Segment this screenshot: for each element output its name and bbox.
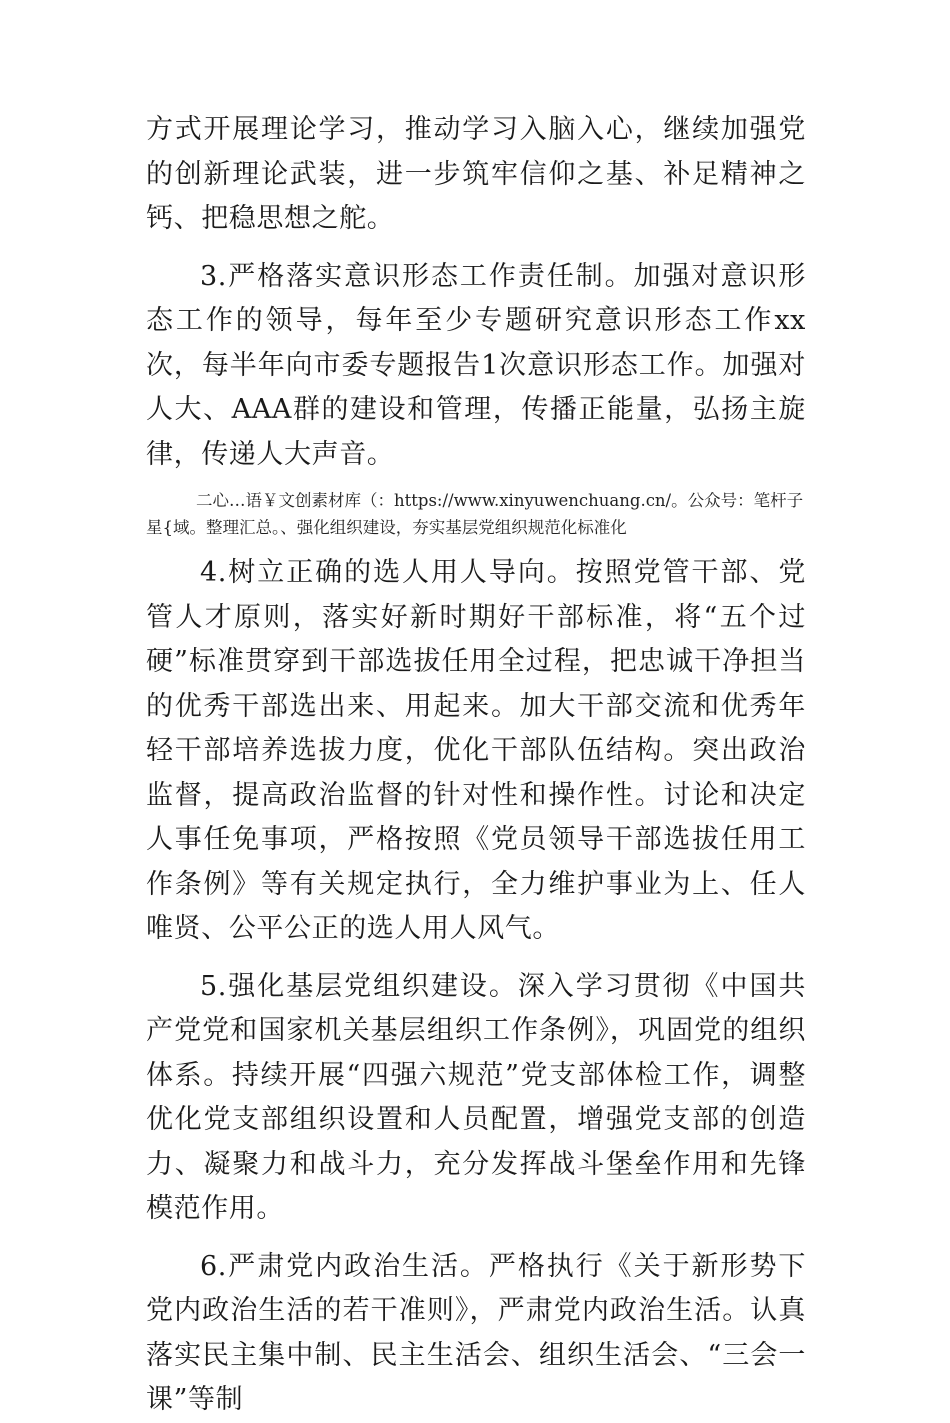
paragraph-item-4: 4.树立正确的选人用人导向。按照党管干部、党管人才原则，落实好新时期好干部标准，将“五个过硬”标准贯穿到干部选拔任用全过程，把忠诚干净担当的优秀干部选出来、用起来。加大干部交流和优秀年轻干部培养选拔力度，优化干部队伍结构。突出政治监督，提高政治监督的针对性和操作性。讨论和决定人事任免事项，严格按照《党员领导干部选拔任用工作条例》等有关规定执行，全力维护事业为上、任人唯贤、公平公正的选人用人风气。 [146, 557, 806, 944]
paragraph-continuation: 方式开展理论学习，推动学习入脑入心，继续加强党的创新理论武装，进一步筑牢信仰之基、补足精神之钙、把稳思想之舵。 [146, 114, 806, 234]
paragraph-item-6: 6.严肃党内政治生活。严格执行《关于新形势下党内政治生活的若干准则》，严肃党内政治生活。认真落实民主集中制、民主生活会、组织生活会、“三会一课”等制 [146, 1250, 806, 1415]
watermark-note: 二心…语￥文创素材库（：https://www.xinyuwenchuang.cn/。公众号：笔杆子星{域。整理汇总。、强化组织建设，夯实基层党组织规范化标准化 [146, 491, 804, 537]
paragraph-item-5: 5.强化基层党组织建设。深入学习贯彻《中国共产党党和国家机关基层组织工作条例》，巩固党的组织体系。持续开展“四强六规范”党支部体检工作，调整优化党支部组织设置和人员配置，增强党支部的创造力、凝聚力和战斗力，充分发挥战斗堡垒作用和先锋模范作用。 [146, 970, 806, 1224]
document-page [146, 108, 806, 1423]
paragraph-item-3: 3.严格落实意识形态工作责任制。加强对意识形态工作的领导，每年至少专题研究意识形态工作xx次，每半年向市委专题报告1次意识形态工作。加强对人大、AAA群的建设和管理，传播正能量，弘扬主旋律，传递人大声音。 [146, 260, 806, 470]
